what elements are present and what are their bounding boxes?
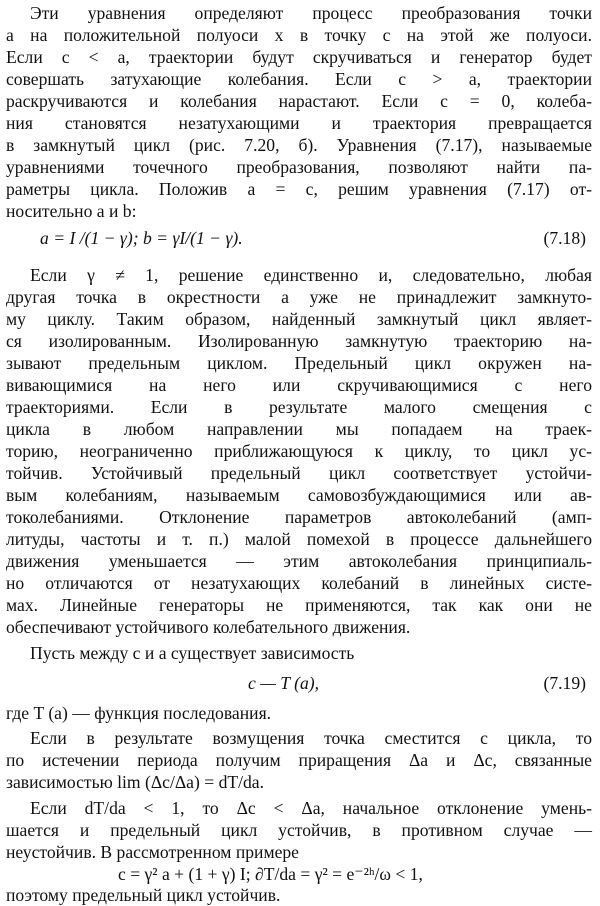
text-line: другая точка в окрестности a уже не принадлежит замкнуто- — [6, 287, 592, 307]
text-line: траекториями. Если в результате малого смещения с — [6, 397, 592, 417]
text-line: шается и предельный цикл устойчив, в противном случае — — [6, 820, 592, 840]
text-line: a на положительной полуоси x в точку c на этой же полуоси. — [6, 25, 592, 45]
text-line: Если c < a, траектории будут скручиваться и генератор будет — [6, 47, 592, 67]
text-line: мах. Линейные генераторы не применяются, так как они не — [6, 595, 592, 615]
text-line: цикла в любом направлении мы попадаем на траек- — [6, 419, 592, 439]
text-line: литуды, частоты и т. п.) малой помехой в процессе дальнейшего — [6, 529, 592, 549]
equation-number: (7.19) — [543, 673, 586, 693]
text-line: зависимостью lim (Δc/Δa) = dT/da. — [6, 772, 265, 792]
text-line: раметры цикла. Положив a = c, решим уравнения (7.17) от- — [6, 179, 592, 199]
text-line: ся изолированным. Изолированную замкнутую траекторию на- — [6, 331, 592, 351]
equation-formula: c — T (a), — [248, 673, 320, 693]
text-line: ния становятся незатухающими и траектория превращается — [6, 113, 592, 133]
text-line: торию, неограниченно приближающуюся к циклу, то цикл ус- — [6, 441, 592, 461]
text-line: Если в результате возмущения точка сместится с цикла, то — [30, 728, 592, 748]
text-line: токолебаниями. Отклонение параметров автоколебаний (амп- — [6, 507, 592, 527]
text-line: раскручиваются и колебания нарастают. Если c = 0, колеба- — [6, 91, 592, 111]
text-line: носительно a и b: — [6, 201, 137, 221]
text-line: уравнениями точечного преобразования, позволяют найти па- — [6, 157, 592, 177]
text-line: вивающимися на него или скручивающимися с него — [6, 375, 592, 395]
equation-stability — [0, 863, 600, 885]
text-line: зывают предельным циклом. Предельный цикл окружен на- — [6, 353, 592, 373]
text-line: где T (a) — функция последования. — [6, 703, 272, 723]
text-line: обеспечивают устойчивого колебательного движения. — [6, 617, 411, 637]
equation-formula: c = γ² a + (1 + γ) I; ∂T/da = γ² = e⁻²ʰ/ω < 1, — [118, 864, 423, 884]
text-line: вым колебаниям, называемым самовозбуждающимися или ав- — [6, 485, 592, 505]
text-line: тойчив. Устойчивый предельный цикл соответствует устойчи- — [6, 463, 592, 483]
text-line: но отличаются от незатухающих колебаний в линейных систе- — [6, 573, 592, 593]
text-line: Пусть между c и a существует зависимость — [30, 643, 355, 663]
text-line: в замкнутый цикл (рис. 7.20, б). Уравнения (7.17), называемые — [6, 135, 592, 155]
text-line: поэтому предельный цикл устойчив. — [6, 885, 281, 905]
text-line: Если dT/da < 1, то Δc < Δa, начальное отклонение умень- — [30, 798, 592, 818]
text-line: по истечении периода получим приращения Δa и Δc, связанные — [6, 750, 592, 770]
text-line: совершать затухающие колебания. Если c > a, траектории — [6, 69, 592, 89]
equation-7-19 — [0, 672, 600, 694]
equation-number: (7.18) — [543, 228, 586, 248]
text-line: му циклу. Таким образом, найденный замкнутый цикл являет- — [6, 309, 592, 329]
equation-7-18 — [0, 227, 600, 249]
text-line: движения уменьшается — этим автоколебания принципиаль- — [6, 551, 592, 571]
equation-formula: a = I /(1 − γ); b = γI/(1 − γ). — [40, 228, 243, 248]
text-line: неустойчив. В рассмотренном примере — [6, 842, 299, 862]
text-line: Эти уравнения определяют процесс преобразования точки — [30, 3, 592, 23]
text-line: Если γ ≠ 1, решение единственно и, следовательно, любая — [30, 265, 592, 285]
